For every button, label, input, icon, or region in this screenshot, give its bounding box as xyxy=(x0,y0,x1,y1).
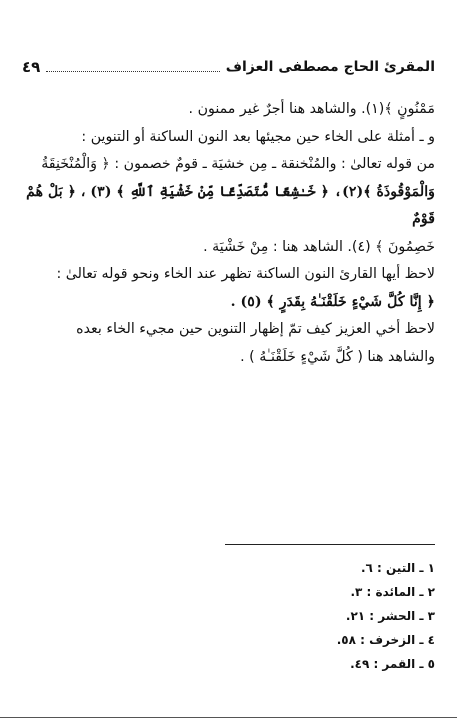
footnote-item: ٣ ـ الحشر : ٢١. xyxy=(345,609,435,623)
header-dotted-leader xyxy=(46,71,219,72)
body-line: و ـ أمثلة على الخاء حين مجيئها بعد النون الساكنة أو التنوين : xyxy=(81,128,435,145)
body-line: ﴿ إِنَّا كُلَّ شَيْءٍ خَلَقْنَـٰهُ بِقَدَرٍ ﴾ (٥) . xyxy=(230,293,435,310)
footnote-item: ١ ـ التين : ٦. xyxy=(360,561,435,575)
footnote-item: ٥ ـ القمر : ٤٩. xyxy=(350,657,435,671)
body-line: لاحظ أيها القارئ النون الساكنة تظهر عند الخاء ونحو قوله تعالىٰ : xyxy=(56,266,435,282)
body-line: وَالْمَوْقُوذَةُ ﴾(٢)، ﴿ خَـٰشِعًا مُّتَصَدِّعًا مِّنْ خَشْيَةِ ٱللَّهِ ﴾ (٣) ، ﴿ بَلْ هُمْ قَوْمٌ xyxy=(26,183,435,227)
body-line: خَصِمُونَ ﴾ (٤). الشاهد هنا : مِنْ خَشْيَة . xyxy=(203,238,435,255)
page-number: ٤٩ xyxy=(22,58,41,76)
page-bottom-edge xyxy=(0,717,457,718)
body-line: مَمْنُونٍ ﴾(١). والشاهد هنا أجرٌ غير ممنون . xyxy=(188,101,435,117)
footnote-divider xyxy=(225,544,435,545)
body-line: من قوله تعالىٰ : والمُنْخنقة ـ مِن خشيَة ـ قومٌ خصمون : ﴿ وَالْمُنْخَنِقَةُ xyxy=(41,156,435,172)
page-header xyxy=(22,56,435,78)
body-line: والشاهد هنا ( كُلَّ شَيْءٍ خَلَقْنَـٰهُ ) . xyxy=(240,348,435,365)
body-text xyxy=(20,96,435,371)
footnotes xyxy=(225,556,435,676)
running-title: المقرئ الحاج مصطفى العزاف xyxy=(225,59,435,75)
footnote-item: ٢ ـ المائدة : ٣. xyxy=(350,585,435,599)
body-line: لاحظ أخي العزيز كيف تمّ إظهار التنوين حين مجيء الخاء بعده xyxy=(76,321,435,337)
footnote-item: ٤ ـ الزخرف : ٥٨. xyxy=(336,633,435,647)
